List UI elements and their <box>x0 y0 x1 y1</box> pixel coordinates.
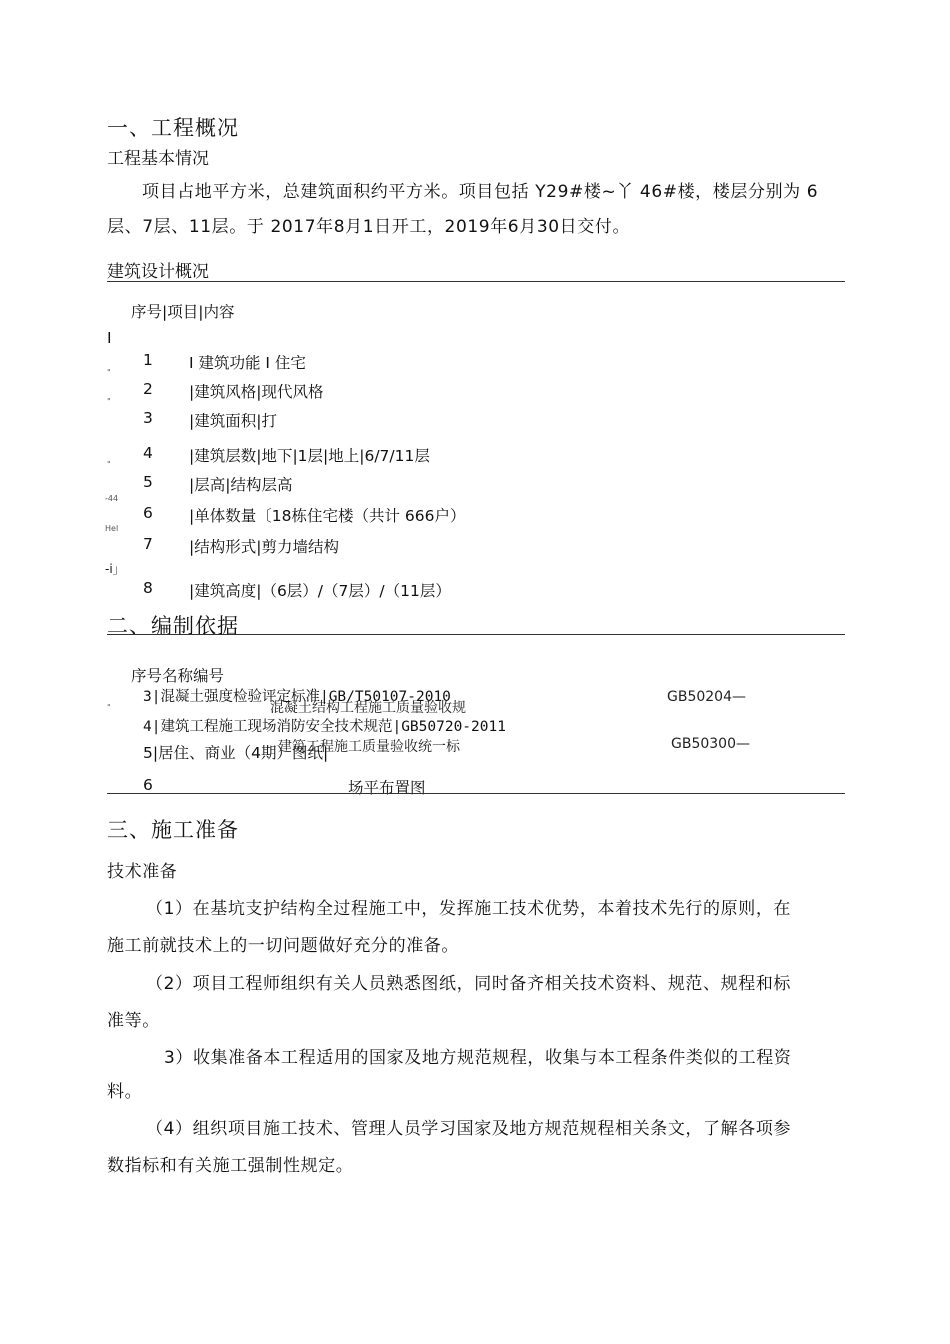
design-row-content: |建筑风格|现代风格 <box>189 383 324 401</box>
prep-paragraph-1-line-2: 施工前就技术上的一切问题做好充分的准备。 <box>107 936 459 956</box>
margin-mark: Hel <box>105 524 119 533</box>
margin-mark: I <box>107 329 112 347</box>
section-1-heading: 一、工程概况 <box>107 116 239 140</box>
design-row-content: |建筑层数|地下|1层|地上|6/7/11层 <box>189 447 430 465</box>
prep-paragraph-2-line-2: 准等。 <box>107 1011 160 1031</box>
section-1-subheading: 工程基本情况 <box>107 149 209 169</box>
section-3-heading: 三、施工准备 <box>107 818 239 842</box>
table-bottom-rule <box>107 793 845 794</box>
basis-overlap-text: 建筑工程施工质量验收统一标 <box>278 739 460 755</box>
margin-mark: " <box>107 397 111 406</box>
design-row-number: 3 <box>143 409 153 427</box>
margin-mark: -i」 <box>105 562 125 576</box>
basis-row: 5|居住、商业（4期）图纸| <box>143 744 329 762</box>
margin-mark: " <box>107 460 111 469</box>
prep-paragraph-3-line-2: 料。 <box>107 1082 143 1102</box>
section-2-heading: 二、编制依据 <box>107 614 239 638</box>
prep-paragraph-1-line-1: （1）在基坑支护结构全过程施工中，发挥施工技术优势，本着技术先行的原则，在 <box>146 899 792 919</box>
design-table-header: 序号|项目|内容 <box>131 303 235 321</box>
margin-mark: " <box>107 703 111 712</box>
prep-paragraph-2-line-1: （2）项目工程师组织有关人员熟悉图纸，同时备齐相关技术资料、规范、规程和标 <box>146 974 792 994</box>
design-row-number: 2 <box>143 380 153 398</box>
basis-row: 3|混凝土强度检验评定标准|GB/T50107-2010 <box>143 689 451 705</box>
basis-overlap-text: 混凝土结构工程施工质量验收规 <box>270 700 466 716</box>
margin-mark: -44 <box>105 494 119 503</box>
design-row-number: 8 <box>143 579 153 597</box>
design-row-number: 4 <box>143 444 153 462</box>
basis-table-header: 序号名称编号 <box>131 667 225 685</box>
overview-paragraph-line-1: 项目占地平方米，总建筑面积约平方米。项目包括 Y29#楼~丫 46#楼，楼层分别为 6 <box>142 182 819 202</box>
design-row-content: |层高|结构层高 <box>189 476 293 494</box>
design-row-number: 5 <box>143 473 153 491</box>
design-row-content: I 建筑功能 I 住宅 <box>189 354 306 372</box>
design-row-number: 7 <box>143 535 153 553</box>
basis-overlap-code: GB50204— <box>667 689 746 705</box>
design-overview-heading: 建筑设计概况 <box>107 262 209 282</box>
design-row-number: 6 <box>143 504 153 522</box>
section-3-subheading: 技术准备 <box>107 862 178 882</box>
prep-paragraph-3-line-1: 3）收集准备本工程适用的国家及地方规范规程，收集与本工程条件类似的工程资 <box>164 1048 792 1068</box>
margin-mark: " <box>107 368 111 377</box>
basis-overlap-code: GB50300— <box>671 736 750 752</box>
design-row-content: |建筑面积|打 <box>189 412 277 430</box>
basis-row: 4|建筑工程施工现场消防安全技术规范|GB50720-2011 <box>143 719 506 735</box>
prep-paragraph-4-line-2: 数指标和有关施工强制性规定。 <box>107 1156 354 1176</box>
prep-paragraph-4-line-1: （4）组织项目施工技术、管理人员学习国家及地方规范规程相关条文，了解各项参 <box>146 1119 792 1139</box>
design-row-content: |结构形式|剪力墙结构 <box>189 538 339 556</box>
basis-row-number: 6 <box>143 776 153 794</box>
design-row-number: 1 <box>143 351 153 369</box>
overview-paragraph-line-2: 层、7层、11层。于 2017年8月1日开工，2019年6月30日交付。 <box>107 217 631 237</box>
table-top-rule <box>107 281 845 282</box>
table-top-rule <box>107 634 845 635</box>
design-row-content: |建筑高度|（6层）/（7层）/（11层） <box>189 582 451 600</box>
design-row-content: |单体数量〔18栋住宅楼（共计 666户） <box>189 507 466 525</box>
basis-row-content: 场平布置图 <box>348 779 426 797</box>
